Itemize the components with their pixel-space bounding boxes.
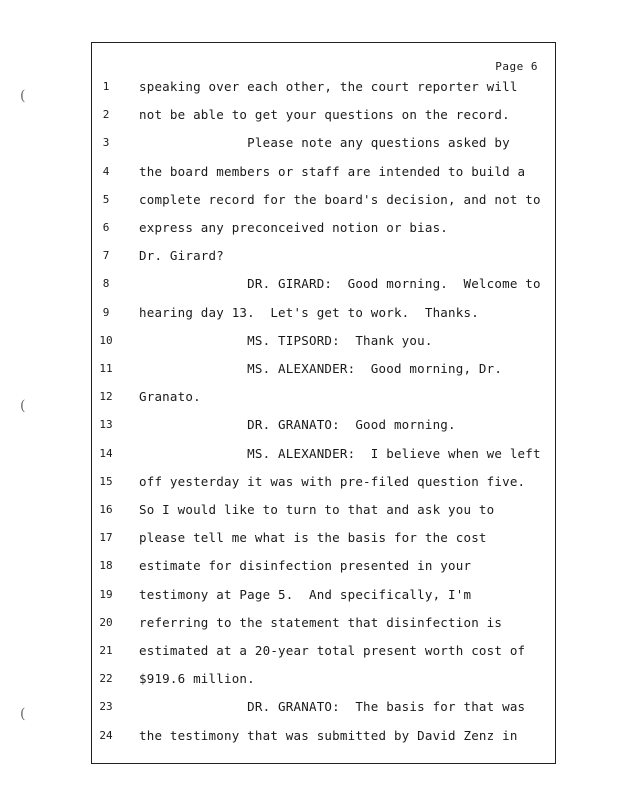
hole-punch-mark: ( [20, 706, 26, 722]
transcript-line: off yesterday it was with pre-filed question five. [139, 473, 526, 489]
transcript-line: MS. TIPSORD: Thank you. [139, 332, 433, 348]
transcript-line: testimony at Page 5. And specifically, I'm [139, 586, 472, 602]
line-number: 7 [102, 249, 110, 263]
transcript-line: the board members or staff are intended to build a [139, 163, 526, 179]
line-number: 24 [99, 728, 113, 742]
transcript-line: complete record for the board's decision, and not to [139, 191, 541, 207]
transcript-line: MS. ALEXANDER: I believe when we left [139, 445, 541, 461]
transcript-line: Dr. Girard? [139, 248, 224, 264]
line-number: 23 [99, 700, 113, 714]
transcript-line: please tell me what is the basis for the cost [139, 530, 487, 546]
line-number: 15 [99, 474, 113, 488]
line-number: 13 [99, 418, 113, 432]
line-number: 19 [99, 587, 113, 601]
transcript-line: not be able to get your questions on the record. [139, 107, 510, 123]
line-number: 12 [99, 390, 113, 404]
line-number: 18 [99, 559, 113, 573]
transcript-line: express any preconceived notion or bias. [139, 220, 449, 235]
line-number: 6 [102, 221, 110, 234]
line-number: 8 [102, 277, 110, 291]
transcript-line: MS. ALEXANDER: Good morning, Dr. [139, 361, 503, 376]
line-number: 21 [99, 644, 113, 657]
line-number: 2 [102, 108, 110, 122]
line-number: 14 [99, 446, 113, 460]
line-number: 22 [99, 672, 113, 686]
line-number: 20 [99, 615, 113, 629]
transcript-line: $919.6 million. [139, 671, 255, 687]
transcript-line: estimate for disinfection presented in your [139, 558, 472, 574]
line-number: 17 [99, 531, 113, 545]
line-number: 10 [99, 333, 113, 347]
transcript-line: DR. GRANATO: The basis for that was [139, 699, 526, 715]
hole-punch-mark: ( [20, 88, 26, 104]
line-number: 4 [102, 164, 110, 178]
transcript-line: Granato. [139, 389, 201, 405]
line-number: 1 [102, 80, 110, 93]
transcript-line: referring to the statement that disinfection is [139, 614, 503, 630]
line-number: 9 [102, 305, 110, 319]
transcript-line: speaking over each other, the court reporter will [139, 79, 518, 94]
transcript-line: the testimony that was submitted by David Zenz in [139, 727, 518, 743]
line-number: 11 [99, 362, 113, 375]
transcript-line: DR. GIRARD: Good morning. Welcome to [139, 276, 541, 292]
page-number: Page 6 [495, 60, 538, 73]
hole-punch-mark: ( [20, 398, 26, 414]
line-number: 5 [102, 192, 110, 206]
transcript-line: So I would like to turn to that and ask you to [139, 502, 495, 517]
transcript-line: hearing day 13. Let's get to work. Thanks. [139, 304, 479, 320]
transcript-line: Please note any questions asked by [139, 135, 510, 151]
line-number: 16 [99, 503, 113, 516]
line-number: 3 [102, 136, 110, 150]
transcript-line: DR. GRANATO: Good morning. [139, 417, 456, 433]
transcript-line: estimated at a 20-year total present worth cost of [139, 643, 526, 658]
